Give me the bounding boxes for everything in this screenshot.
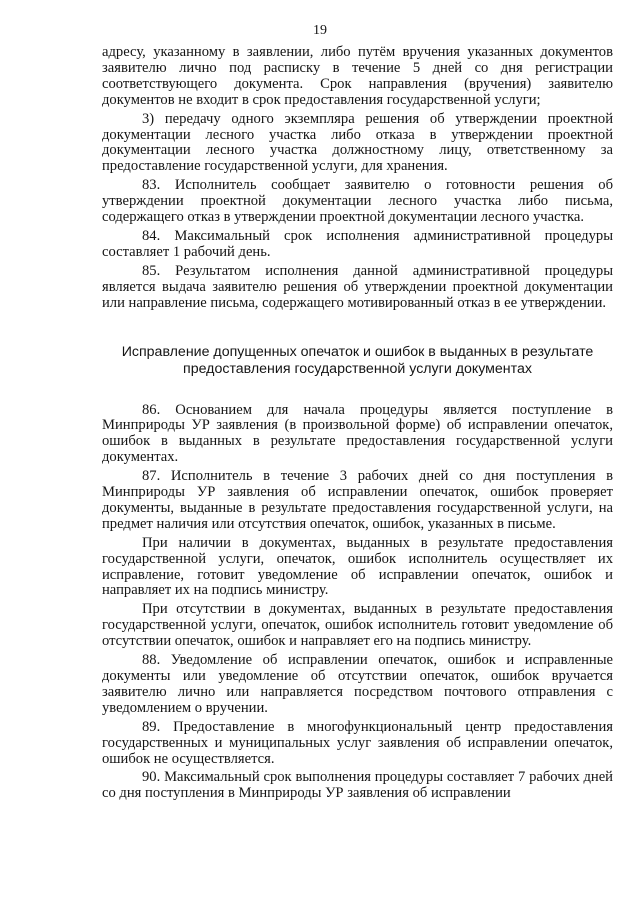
paragraph-87-no-errors: При отсутствии в документах, выданных в результате предоставления государственной услуги, опечаток, ошибок исполнитель готовит уведомление об отсутствии опечаток, ошибок и направляет его на подпись министру. [102,601,613,650]
paragraph-87: 87. Исполнитель в течение 3 рабочих дней со дня поступления в Минприроды УР заявления об исправлении опечаток, ошибок проверяет документы, выданные в результате предоставления государственной услуги, на предмет наличия или отсутствия опечаток, ошибок, указанных в письме. [102,468,613,532]
paragraph-86: 86. Основанием для начала процедуры является поступление в Минприроды УР заявления (в произвольной форме) об исправлении опечаток, ошибок в выданных в результате предоставления государственной услуги документах. [102,401,613,466]
paragraph-item-3: 3) передачу одного экземпляра решения об утверждении проектной документации лесного участка либо отказа в утверждении проектной документации лесного участка должностному лицу, ответственному за предоставление государственной услуги, для хранения. [102,110,613,175]
document-body [102,45,613,802]
paragraph-88: 88. Уведомление об исправлении опечаток, ошибок и исправленные документы или уведомление об отсутствии опечаток, ошибок вручается заявителю лично или направляется посредством почтового отправления с уведомлением о вручении. [102,652,613,716]
paragraph-87-errors-found: При наличии в документах, выданных в результате предоставления государственной услуги, опечаток, ошибок исполнитель осуществляет их исправление, готовит уведомление об исправлении опечаток, ошибок и направляет их на подпись министру. [102,534,613,599]
paragraph-89: 89. Предоставление в многофункциональный центр предоставления государственных и муниципальных услуг заявления об исправлении опечаток, ошибок не осуществляется. [102,718,613,767]
paragraph-85: 85. Результатом исполнения данной административной процедуры является выдача заявителю решения об утверждении проектной документации или направление письма, содержащего мотивированный отказ в ее утверждении. [102,262,613,311]
page-number: 19 [313,23,327,38]
paragraph-90: 90. Максимальный срок выполнения процедуры составляет 7 рабочих дней со дня поступления в Минприроды УР заявления об исправлении [102,769,613,802]
section-heading: Исправление допущенных опечаток и ошибок в выданных в результате предоставления государственной услуги документах [121,343,594,377]
paragraph-continuation: адресу, указанному в заявлении, либо путём вручения указанных документов заявителю лично под расписку в течение 5 дней со дня регистрации соответствующего документа. Срок направления (вручения) заявителю документов не входит в срок предоставления государственной услуги; [102,44,613,108]
paragraph-83: 83. Исполнитель сообщает заявителю о готовности решения об утверждении проектной документации лесного участка либо письма, содержащего отказ в утверждении проектной документации лесного участка. [102,177,613,226]
paragraph-84: 84. Максимальный срок исполнения административной процедуры составляет 1 рабочий день. [102,227,613,260]
